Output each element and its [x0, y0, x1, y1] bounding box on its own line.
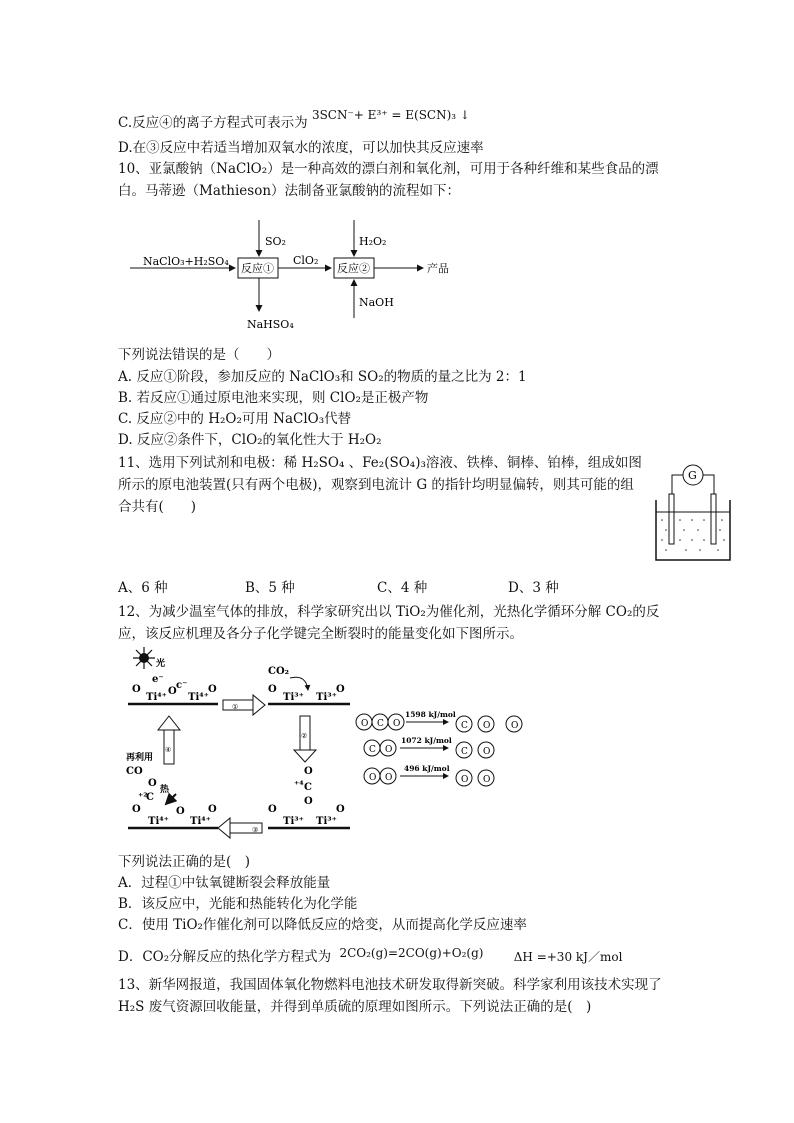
q12-o2-atom-letters	[461, 775, 490, 785]
svg-text:C: C	[369, 745, 376, 755]
svg-text:O: O	[304, 796, 313, 807]
q12-heat-arrow	[166, 794, 176, 804]
svg-text:C: C	[304, 782, 312, 793]
q12-step1-arrowhead	[253, 695, 265, 715]
q11-cell-diagram	[652, 458, 734, 568]
q11-option-a: A、6 种	[118, 580, 168, 596]
svg-text:Ti³⁺: Ti³⁺	[316, 816, 337, 827]
q12-light-label: 光	[156, 659, 166, 669]
svg-text:CO₂: CO₂	[268, 666, 290, 677]
q12-step2-arrowhead	[294, 750, 316, 762]
q13-stem-line1: 13、新华网报道，我国固体氧化物燃料电池技术研发取得新突破。科学家利用该技术实现了	[118, 977, 662, 993]
svg-text:O: O	[168, 686, 177, 697]
q9-option-c	[118, 108, 470, 132]
q10-nahso4-label: NaHSO₄	[247, 318, 294, 331]
svg-text:C: C	[377, 719, 384, 729]
q12-step3-label: ③	[252, 826, 259, 834]
svg-text:C: C	[146, 792, 154, 803]
q12-state-4-atoms	[126, 766, 217, 827]
q10-stem-line2: 白。马蒂逊（Mathieson）法制备亚氯酸钠的流程如下：	[118, 183, 461, 199]
svg-text:Ti³⁺: Ti³⁺	[316, 692, 337, 703]
q12-option-d	[118, 948, 622, 966]
svg-text:O: O	[336, 684, 345, 695]
q12-option-d-text: D．CO₂分解反应的热化学方程式为	[118, 949, 332, 965]
svg-text:O: O	[511, 721, 519, 731]
q12-co2-energy: 1598 kJ/mol	[405, 710, 456, 719]
q12-option-c: C．使用 TiO₂作催化剂可以降低反应的焓变，从而提高化学反应速率	[118, 917, 527, 933]
svg-text:O: O	[369, 773, 377, 783]
q12-mechanism-diagram	[118, 644, 538, 844]
svg-text:O: O	[361, 719, 369, 729]
svg-text:O: O	[208, 804, 217, 815]
q10-option-d: D. 反应②条件下，ClO₂的氧化性大于 H₂O₂	[118, 432, 382, 448]
svg-text:Ti³⁺: Ti³⁺	[283, 816, 304, 827]
svg-text:C: C	[461, 721, 468, 731]
q11-option-b: B、5 种	[245, 580, 295, 596]
svg-text:C: C	[461, 747, 468, 757]
q10-flow-diagram	[125, 218, 465, 338]
q12-heat-label: 热	[160, 785, 170, 795]
q12-option-d-equation: 2CO₂(g)=2CO(g)+O₂(g)	[339, 946, 484, 960]
q12-step1-label: ①	[232, 703, 239, 711]
svg-text:⁺⁴: ⁺⁴	[294, 780, 304, 791]
q10-option-c: C. 反应②中的 H₂O₂可用 NaClO₃代替	[118, 411, 352, 427]
svg-text:O: O	[483, 747, 491, 757]
svg-text:CO: CO	[126, 766, 143, 777]
svg-text:Ti⁴⁺: Ti⁴⁺	[188, 692, 209, 703]
q11-beaker	[656, 500, 730, 560]
q10-h2o2-label: H₂O₂	[359, 235, 387, 248]
q13-stem-line2: H₂S 废气资源回收能量，并得到单质硫的原理如图所示。下列说法正确的是( )	[118, 999, 592, 1015]
q11-electrode-right	[711, 494, 716, 544]
svg-text:O: O	[385, 745, 393, 755]
q12-step2-label: ②	[301, 732, 308, 740]
svg-text:O: O	[336, 804, 345, 815]
svg-text:O: O	[304, 766, 313, 777]
sun-icon	[133, 647, 155, 669]
svg-text:O: O	[132, 684, 141, 695]
q12-step4-label: ④	[165, 746, 172, 754]
q10-stem-line1: 10、亚氯酸钠（NaClO₂）是一种高效的漂白剂和氧化剂，可用于各种纤维和某些食品的漂	[118, 161, 659, 177]
svg-text:O: O	[461, 775, 469, 785]
q10-so2-label: SO₂	[265, 235, 286, 248]
q10-option-b: B. 若反应①通过原电池来实现，则 ClO₂是正极产物	[118, 390, 429, 406]
svg-text:O: O	[268, 804, 277, 815]
q11-option-c: C、4 种	[377, 580, 428, 596]
q9-option-c-equation: 3SCN⁻+ E³⁺ = E(SCN)₃ ↓	[311, 108, 470, 122]
q10-reaction2-label: 反应②	[337, 262, 370, 275]
svg-text:c⁻: c⁻	[176, 680, 188, 691]
q12-co2-approach-arrow	[290, 677, 308, 690]
svg-text:Ti⁴⁺: Ti⁴⁺	[146, 692, 167, 703]
q11-stem-line2: 所示的原电池装置(只有两个电极)，观察到电流计 G 的指针均明显偏转，则其可能的组	[118, 477, 634, 493]
svg-text:O: O	[483, 775, 491, 785]
q10-option-a: A. 反应①阶段，参加反应的 NaClO₃和 SO₂的物质的量之比为 2：1	[118, 369, 527, 385]
q11-stem-line3: 合共有( )	[118, 499, 197, 515]
svg-text:Ti⁴⁺: Ti⁴⁺	[148, 816, 169, 827]
q12-state-1-atoms	[132, 674, 217, 703]
svg-text:O: O	[148, 778, 157, 789]
svg-text:O: O	[208, 684, 217, 695]
q11-electrode-left	[669, 494, 674, 544]
q10-naoh-label: NaOH	[359, 296, 394, 309]
q12-state-3-atoms	[268, 766, 345, 827]
svg-text:e⁻: e⁻	[152, 674, 164, 685]
q12-co-atom-letters	[461, 747, 490, 757]
svg-text:⁺²: ⁺²	[138, 792, 148, 803]
q12-question: 下列说法正确的是( )	[118, 854, 251, 870]
q12-stem-line1: 12、为减少温室气体的排放，科学家研究出以 TiO₂为催化剂，光热化学循环分解 CO₂的反	[118, 604, 660, 620]
q10-input-label: NaClO₃+H₂SO₄	[143, 255, 229, 268]
svg-text:O: O	[268, 684, 277, 695]
q12-option-d-enthalpy: ΔH =+30 kJ／mol	[513, 950, 623, 964]
svg-text:Ti⁴⁺: Ti⁴⁺	[190, 816, 211, 827]
svg-text:O: O	[393, 719, 401, 729]
svg-text:O: O	[385, 773, 393, 783]
svg-text:O: O	[483, 721, 491, 731]
q9-option-d: D.在③反应中若适当增加双氧水的浓度，可以加快其反应速率	[118, 140, 484, 156]
q9-option-c-text: C.反应④的离子方程式可表示为	[118, 115, 308, 131]
q12-step3-arrowhead	[218, 818, 230, 838]
q12-co-energy: 1072 kJ/mol	[401, 736, 452, 745]
q12-option-a: A．过程①中钛氧键断裂会释放能量	[118, 875, 331, 891]
q10-product-label: 产品	[427, 262, 449, 275]
q12-o2-energy: 496 kJ/mol	[404, 764, 450, 773]
q12-option-b: B．该反应中，光能和热能转化为化学能	[118, 896, 358, 912]
q12-stem-line2: 应，该反应机理及各分子化学键完全断裂时的能量变化如下图所示。	[118, 626, 523, 642]
q11-galvanometer-label: G	[688, 469, 697, 482]
q12-bond-energy-table	[356, 710, 522, 786]
svg-text:O: O	[176, 806, 185, 817]
svg-text:Ti³⁺: Ti³⁺	[283, 692, 304, 703]
q12-step4-arrowhead	[158, 716, 180, 730]
q11-stem-line1: 11、选用下列试剂和电极：稀 H₂SO₄ 、Fe₂(SO₄)₃溶液、铁棒、铜棒、铂棒，组成如图	[118, 455, 642, 471]
co2-molecule-letters	[361, 719, 400, 729]
q10-reaction1-label: 反应①	[241, 262, 274, 275]
q11-option-d: D、3 种	[508, 580, 559, 596]
svg-text:O: O	[132, 804, 141, 815]
q10-clo2-label: ClO₂	[293, 254, 319, 267]
q10-question: 下列说法错误的是（ ）	[118, 347, 280, 363]
q12-reuse-label: 再利用	[126, 753, 154, 763]
